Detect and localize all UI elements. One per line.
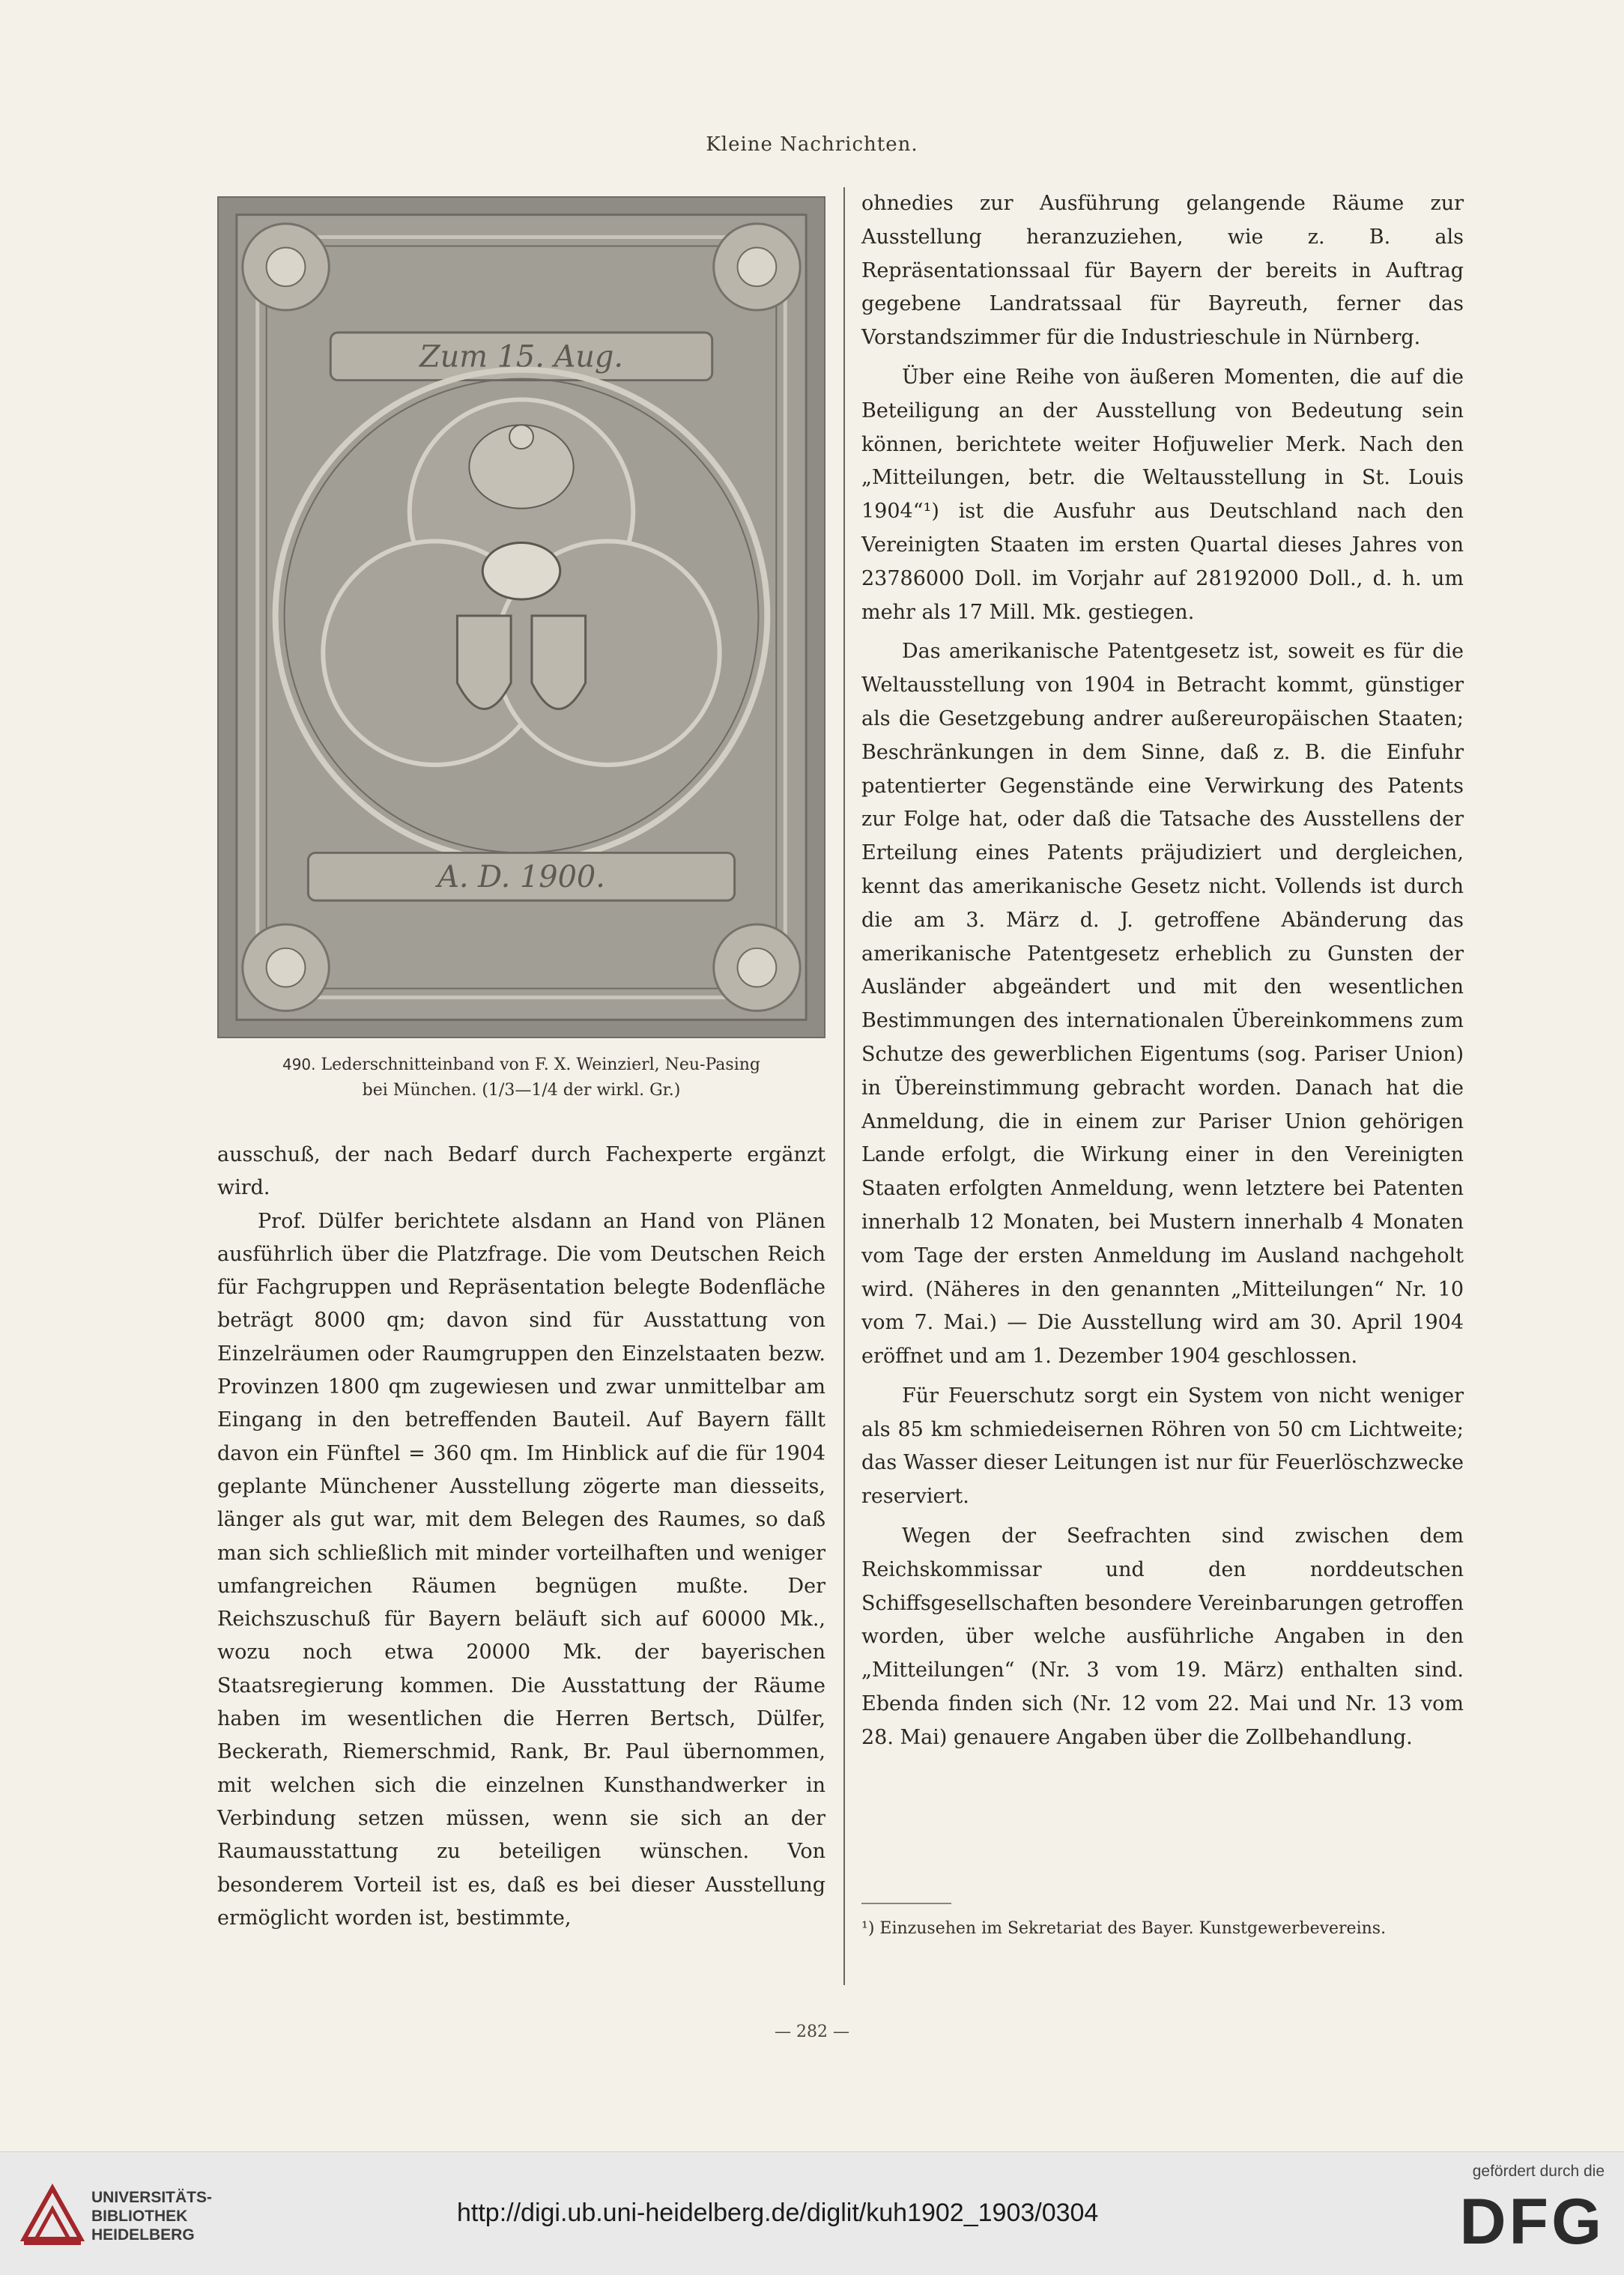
figure-caption bbox=[217, 1052, 825, 1103]
shield-left bbox=[457, 616, 511, 709]
paragraph: Das amerikanische Patentgesetz ist, soweit es für die Weltausstellung von 1904 in Betracht kommt, günstiger als die Gesetzgebung andrer außereuropäischen Staaten; Beschränkungen in dem Sinne, daß z. B. die Einfuhr patentierter Gegenstände eine Verwirkung des Patents zur Folge hat, oder daß die Tatsache des Ausstellens der Erteilung eines Patents präjudiziert und dergleichen, kennt das amerikanische Gesetz nicht. Vollends ist durch die am 3. März d. J. getroffene Abänderung das amerikanische Patentgesetz erheblich zu Gunsten der Ausländer abgeändert und mit den wesentlichen Bestimmungen des internationalen Übereinkommens zum Schutze des gewerblichen Eigentums (sog. Pariser Union) in Übereinstimmung gebracht worden. Danach hat die Anmeldung, die in einem zur Pariser Union gehörigen Lande erfolgt, die Wirkung einer in den Vereinigten Staaten erfolgten Anmeldung, wenn letztere bei Patenten innerhalb 12 Monaten, bei Mustern innerhalb 4 Monaten vom Tage der ersten Anmeldung im Ausland nachgeholt wird. (Näheres in den genannten „Mitteilungen“ Nr. 10 vom 7. Mai.) — Die Ausstellung wird am 30. April 1904 eröffnet und am 1. Dezember 1904 geschlossen. bbox=[861, 640, 1464, 1369]
rosette-bottom-right bbox=[714, 924, 800, 1011]
rosette-bottom-left bbox=[243, 924, 329, 1011]
left-text-column bbox=[217, 1139, 825, 1935]
caption-line-2: bei München. (1/3—1/4 der wirkl. Gr.) bbox=[362, 1081, 681, 1100]
footnote: ¹) Einzusehen im Sekretariat des Bayer. Kunstgewerbevereins. bbox=[861, 1919, 1387, 1938]
rosette-top-right bbox=[714, 224, 800, 310]
running-title: Kleine Nachrichten. bbox=[706, 133, 918, 156]
paragraph: ohnedies zur Ausführung gelangende Räume zur Ausstellung heranzuziehen, wie z. B. als Repräsentationssaal für Bayern der bereits in Auftrag gegebene Landratssaal für Bayreuth, ferner das Vorstandszimmer für die Industrieschule in Nürnberg. bbox=[861, 192, 1464, 350]
paragraph: Wegen der Seefrachten sind zwischen dem Reichskommissar und den norddeutschen Schiffsgesellschaften besondere Vereinbarungen getroffen worden, über welche ausführliche Angaben in den „Mitteilungen“ (Nr. 3 vom 19. März) enthalten sind. Ebenda finden sich (Nr. 12 vom 22. Mai und Nr. 13 vom 28. Mai) genauere Angaben über die Zollbehandlung. bbox=[861, 1524, 1464, 1749]
paragraph: ausschuß, der nach Bedarf durch Fachexperte ergänzt wird. bbox=[217, 1143, 825, 1200]
inscription-bottom: A. D. 1900. bbox=[437, 860, 605, 895]
paragraph: Prof. Dülfer berichtete alsdann an Hand von Plänen ausführlich über die Platzfrage. Die vom Deutschen Reich für Fachgruppen und Repräsentation belegte Bodenfläche beträgt 8000 qm; davon sind für Ausstattung von Einzelräumen oder Raumgruppen den Einzelstaaten bezw. Provinzen 1800 qm zugewiesen und zwar unmittelbar am Eingang in den betreffenden Bauteil. Auf Bayern fällt davon ein Fünftel = 360 qm. Im Hinblick auf die für 1904 geplante Münchener Ausstellung zögerte man diesseits, länger als gut war, mit dem Belegen des Raumes, so daß man sich schließlich mit minder vorteilhaften und weniger umfangreichen Räumen begnügen mußte. Der Reichszuschuß für Bayern beläuft sich auf 60000 Mk., wozu noch etwa 20000 Mk. der bayerischen Staatsregierung kommen. Die Ausstattung der Räume haben im wesentlichen die Herren Bertsch, Dülfer, Beckerath, Riemerschmid, Rank, Br. Paul übernommen, mit welchen sich die einzelnen Kunsthandwerker in Verbindung setzen müssen, wenn sie sich an der Raumausstattung zu beteiligen wünschen. Von besonderem Vorteil ist es, daß es bei dieser Ausstellung ermöglicht worden ist, bestimmte, bbox=[217, 1209, 825, 1930]
paragraph: Für Feuerschutz sorgt ein System von nicht weniger als 85 km schmiedeisernen Röhren von 50 cm Lichtweite; das Wasser dieser Leitungen ist nur für Feuerlöschzwecke reserviert. bbox=[861, 1384, 1464, 1509]
funded-by-label: gefördert durch die bbox=[1472, 2163, 1605, 2180]
funding-notice bbox=[1459, 2163, 1605, 2258]
leather-binding-image bbox=[219, 198, 824, 1037]
permalink-url[interactable]: http://digi.ub.uni-heidelberg.de/diglit/kuh1902_1903/0304 bbox=[457, 2199, 1099, 2227]
university-library-logo-icon[interactable] bbox=[18, 2181, 87, 2250]
shield-right bbox=[532, 616, 586, 709]
dfg-logo[interactable]: DFG bbox=[1459, 2186, 1605, 2258]
viewer-footer-bar bbox=[0, 2151, 1624, 2275]
figure-number: 490. bbox=[282, 1055, 316, 1073]
paragraph: Über eine Reihe von äußeren Momenten, die auf die Beteiligung an der Ausstellung von Bedeutung sein können, berichtete weiter Hofjuwelier Merk. Nach den „Mitteilungen, betr. die Weltausstellung in St. Louis 1904“¹) ist die Ausfuhr aus Deutschland nach den Vereinigten Staaten im ersten Quartal dieses Jahres von 23786000 Doll. im Vorjahr auf 28192000 Doll., d. h. um mehr als 17 Mill. Mk. gestiegen. bbox=[861, 365, 1464, 624]
caption-line-1: Lederschnitteinband von F. X. Weinzierl, Neu-Pasing bbox=[321, 1055, 761, 1074]
library-name: UNIVERSITÄTS- BIBLIOTHEK HEIDELBERG bbox=[91, 2189, 213, 2244]
rosette-top-left bbox=[243, 224, 329, 310]
right-text-column bbox=[861, 187, 1464, 1755]
column-divider bbox=[843, 187, 845, 1985]
book-cover-illustration bbox=[217, 196, 825, 1038]
eagle-emblem bbox=[469, 425, 573, 508]
footnote-rule bbox=[861, 1903, 951, 1904]
page-number: — 282 — bbox=[775, 2023, 849, 2041]
inscription-top: Zum 15. Aug. bbox=[419, 339, 624, 375]
